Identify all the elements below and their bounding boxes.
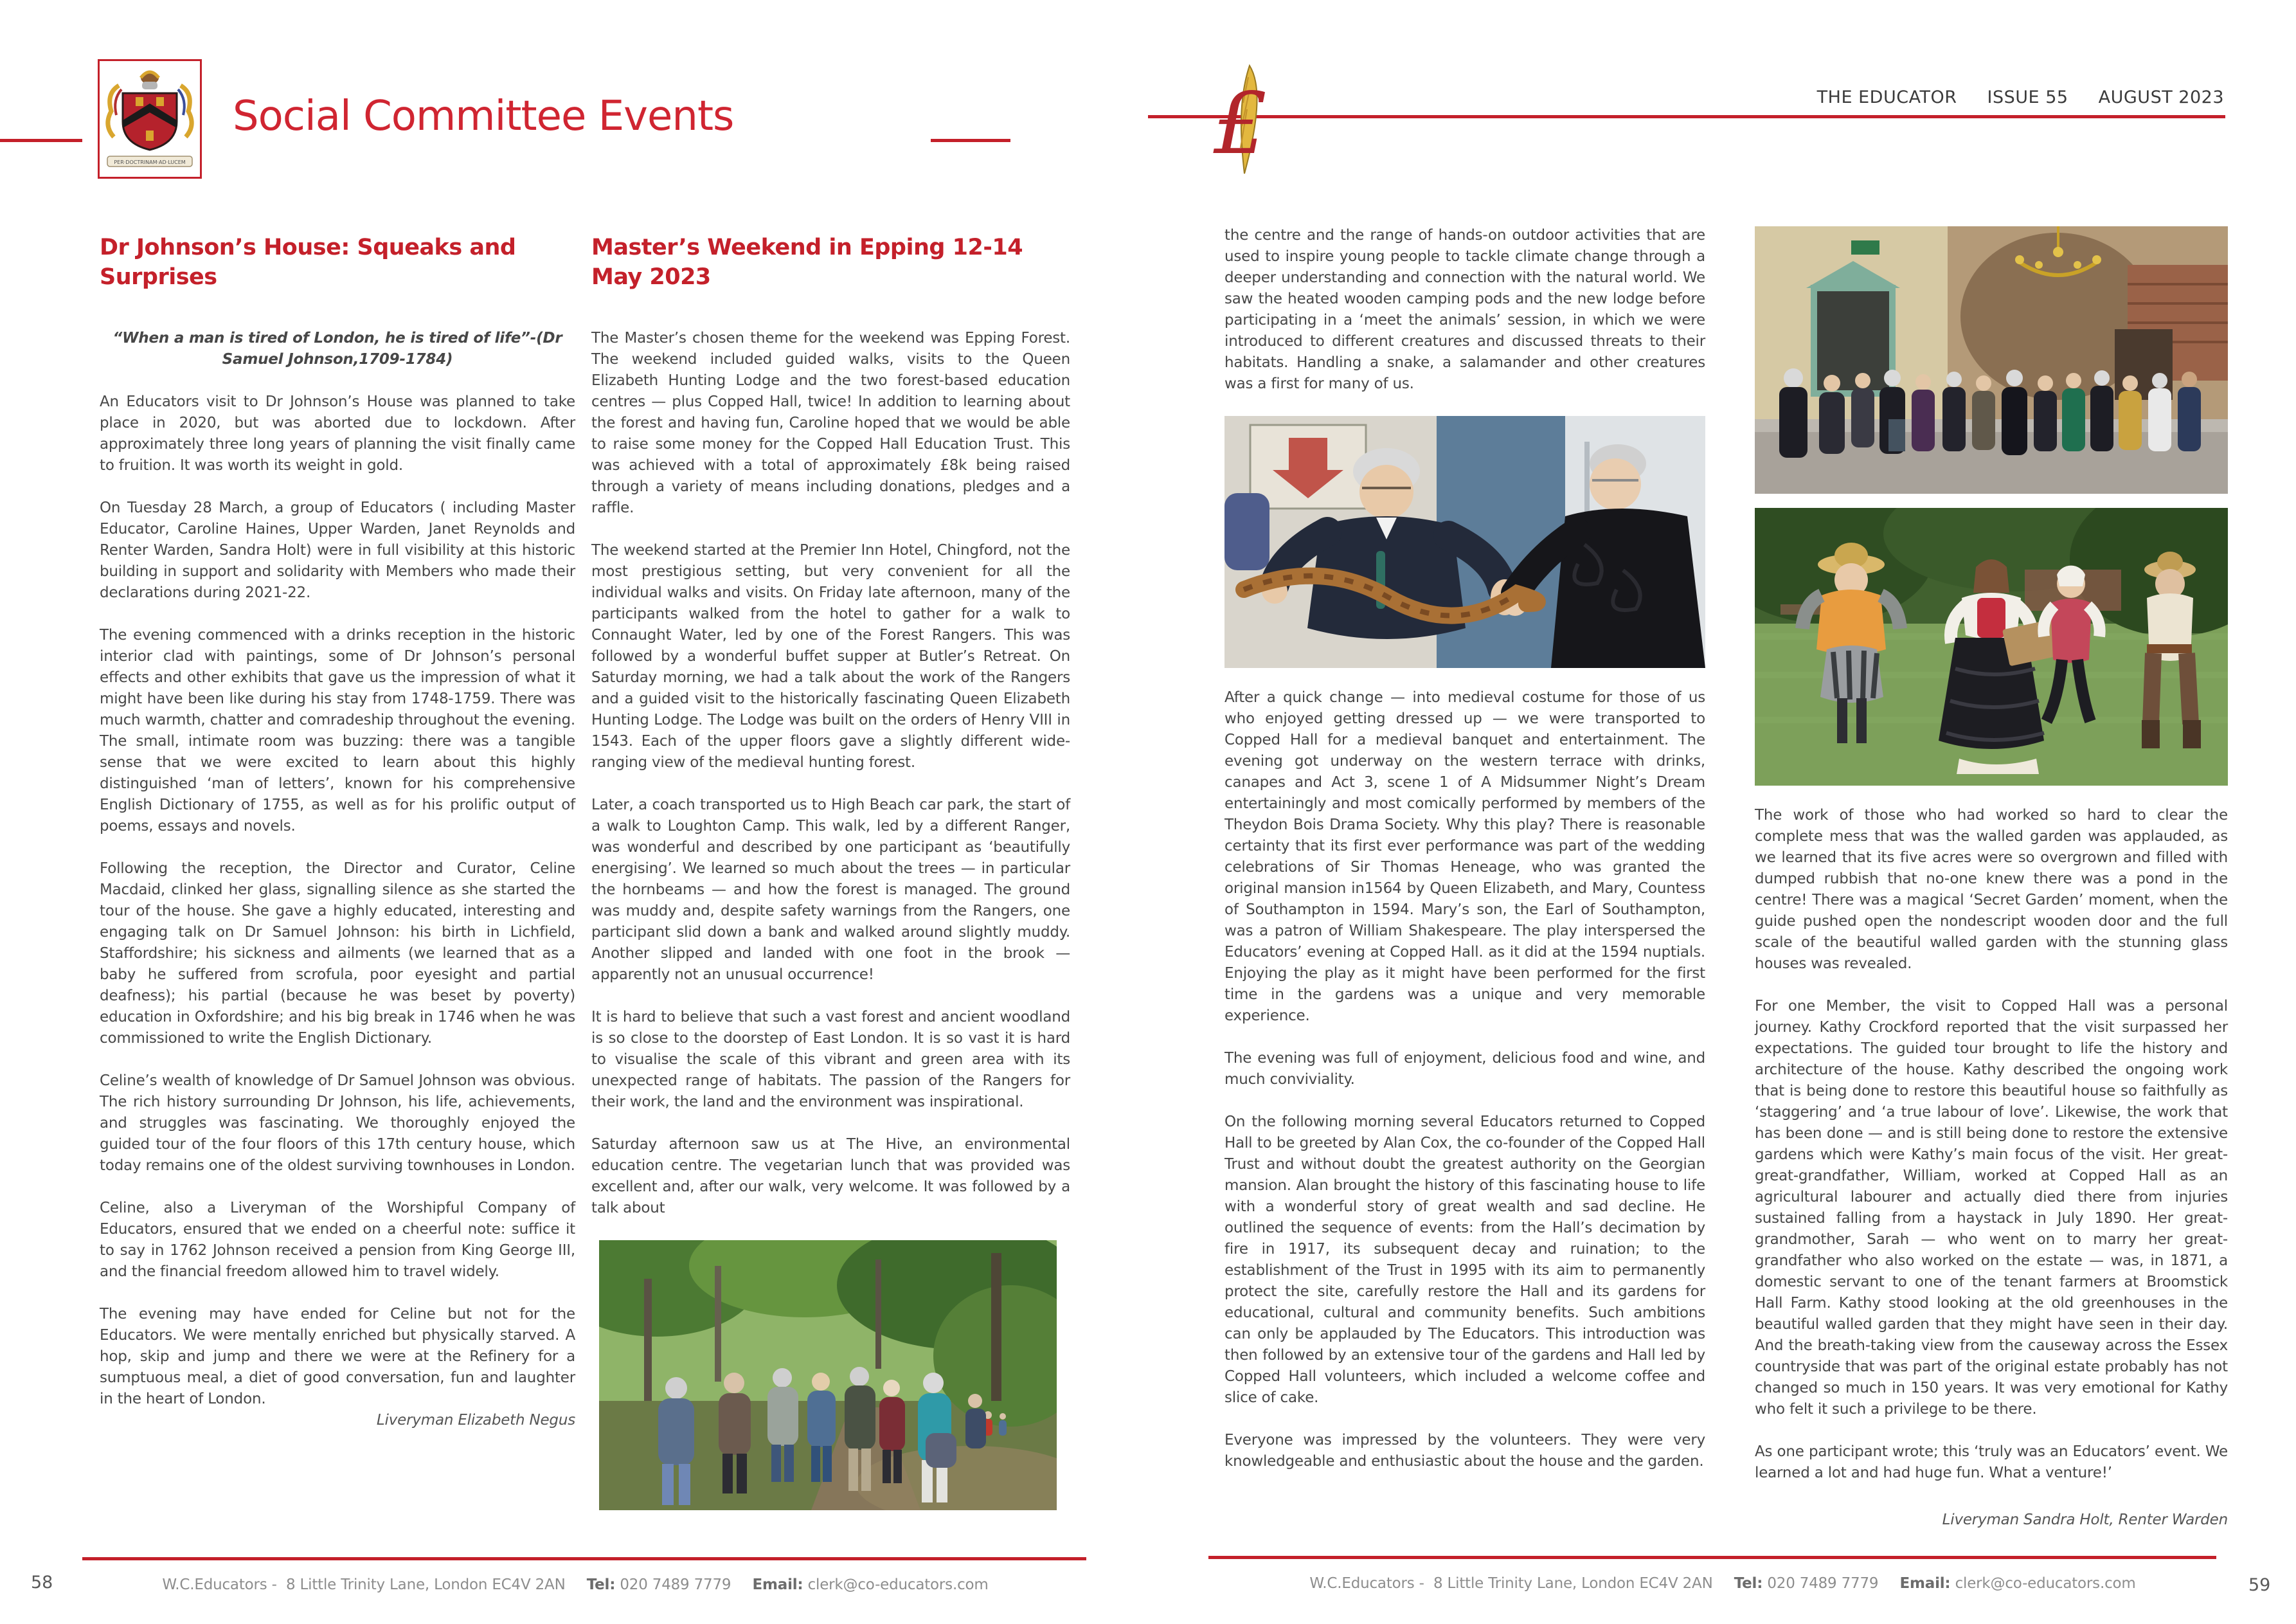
title-rule-left (0, 139, 82, 142)
article2-paragraph: After a quick change — into medieval costume for those of us who enjoyed getting dressed up — we were transported to Copped Hall for a medieval banquet and entertainment. The evening got underway on the western terrace with drinks, canapes and Act 3, scene 1 of A Midsummer Night’s Dream entertainingly and most comically performed by members of the Theydon Bois Drama Society. Why this play? There is reasonable certainty that its first ever performance was part of the wedding celebrations of Sir Thomas Heneage, who was granted the original mansion in1564 by Queen Elizabeth, and Mary, Countess of Southampton in 1594. Mary’s son, the Earl of Southampton, was a patron of William Shakespeare. The play interspersed the Educators’ evening at Copped Hall. as it did at the 1594 nuptials. Enjoying the play as it might have been performed for the first time in the gardens was a unique and very memorable experience. (1224, 689, 1705, 1024)
footer-email: clerk@co-educators.com (807, 1576, 989, 1593)
article2-paragraph: As one participant wrote; this ‘truly was an Educators’ event. We learned a lot and had huge fun. What a venture!’ (1755, 1443, 2228, 1481)
section-title: Social Committee Events (233, 93, 734, 140)
footer-address: 8 Little Trinity Lane, London EC4V 2AN (1433, 1575, 1713, 1592)
footer-org: W.C.Educators - (1309, 1575, 1424, 1592)
issue-number: ISSUE 55 (1987, 87, 2068, 107)
article1-paragraph: An Educators visit to Dr Johnson’s House was planned to take place in 2020, but was aborted due to lockdown. After approximately three long years of planning the visit finally came to fruition. It was worth its weight in gold. (100, 393, 575, 474)
footer-rule-left-page (82, 1557, 1086, 1560)
article1-paragraph: Celine, also a Liveryman of the Worshipful Company of Educators, ensured that we ended on a cheerful note: suffice it to say in 1762 Johnson received a pension from King George III, and the financial freedom allowed him to travel widely. (100, 1200, 575, 1280)
article2-title: Master’s Weekend in Epping 12-14 May 2023 (591, 235, 1023, 290)
article1-title: Dr Johnson’s House: Squeaks and Surprises (100, 235, 516, 290)
article2-paragraph: The evening was full of enjoyment, delicious food and wine, and much conviviality. (1224, 1050, 1705, 1088)
footer-tel-label: Tel: (1734, 1575, 1763, 1592)
article2-paragraph: On the following morning several Educators returned to Copped Hall to be greeted by Alan Cox, the co-founder of the Copped Hall Trust and without doubt the greatest authority on the Georgian mansion. Alan brought the history of this fascinating house to life with a wonderful story of great wealth and sad decline. He outlined the sequence of events: from the Hall’s decimation by fire in 1917, its subsequent decay and ruination; to the establishment of the Trust in 1995 with its aim to permanently protect the site, carefully restore the Hall and its gardens for educational, cultural and community benefits. Such ambitions can only be applauded by The Educators. This introduction was then followed by an extensive tour of the gardens and Hall led by Copped Hall volunteers, which included a welcome coffee and slice of cake. (1224, 1114, 1705, 1406)
educator-pound-quill-logo (1210, 64, 1284, 177)
article2-paragraph: Everyone was impressed by the volunteers. They were very knowledgeable and enthusiastic about the house and the garden. (1224, 1432, 1705, 1470)
article2-column-1 (591, 233, 1070, 1510)
masthead-rule-right-page (1148, 115, 2225, 118)
svg-text:£: £ (1214, 75, 1268, 174)
article1-paragraph: On Tuesday 28 March, a group of Educators ( including Master Educator, Caroline Haines, Upper Warden, Janet Reynolds and Renter Warden, Sandra Holt) were in full visibility at this historic building in support and solidarity with Members who made their declarations during 2021-22. (100, 500, 575, 601)
footer-email: clerk@co-educators.com (1955, 1575, 2136, 1592)
article2-column-3 (1755, 226, 2228, 1552)
article2-column-2 (1224, 225, 1705, 1493)
footer-tel-label: Tel: (586, 1576, 616, 1593)
crest-icon (100, 61, 200, 177)
article1-column (100, 233, 575, 1452)
issue-date: AUGUST 2023 (2098, 87, 2224, 107)
page-number-left: 58 (31, 1573, 53, 1592)
footer-tel: 020 7489 7779 (620, 1576, 731, 1593)
footer-right (1221, 1575, 2224, 1592)
article1-paragraph: Following the reception, the Director and Curator, Celine Macdaid, clinked her glass, signalling silence as she started the tour of the house. She gave a highly educated, interesting and engaging talk on Dr Samuel Johnson: his birth in Lichfield, Staffordshire; his sickness and ailments (we learned that as a baby he suffered from scrofula, poor eyesight and partial deafness); his partial (because he was beset by poverty) education in Oxfordshire; and his big break in 1746 when he was commissioned to write the English Dictionary. (100, 860, 575, 1047)
photo-medieval-banquet-hall (1755, 226, 2228, 494)
photo-forest-walk (599, 1240, 1057, 1510)
article2-paragraph: The work of those who had worked so hard to clear the complete mess that was the walled garden was applauded, as we learned that its five acres were so overgrown and filled with dumped rubbish that no-one knew there was a pond in the centre! There was a magical ‘Secret Garden’ moment, when the guide pushed open the nondescript wooden door and the full scale of the beautiful walled garden with the stunning glass houses was revealed. (1755, 807, 2228, 972)
page-number-right: 59 (2248, 1575, 2271, 1595)
footer-email-label: Email: (1899, 1575, 1951, 1592)
article1-byline: Liveryman Elizabeth Negus (376, 1412, 575, 1429)
educators-crest-logo (98, 59, 202, 179)
publication-name: THE EDUCATOR (1816, 87, 1957, 107)
article2-paragraph: Saturday afternoon saw us at The Hive, an environmental education centre. The vegetarian lunch that was provided was excellent and, after our walk, very welcome. It was followed by a talk about (591, 1136, 1070, 1216)
footer-rule-right-page (1208, 1556, 2216, 1559)
article2-paragraph: The weekend started at the Premier Inn Hotel, Chingford, not the most prestigious setting, but very convenient for all the individual walks and visits. On Friday late afternoon, many of the participants walked from the hotel to gather for a walk to Connaught Water, led by one of the Forest Rangers. This was followed by a wonderful buffet supper at Butler’s Retreat. On Saturday morning, we had a talk about the work of the Rangers and a guided visit to the historically fascinating Queen Elizabeth Hunting Lodge. The Lodge was built on the orders of Henry VIII in 1543. Each of the upper floors gave a slightly different wide-ranging view of the medieval hunting forest. (591, 542, 1070, 771)
footer-address: 8 Little Trinity Lane, London EC4V 2AN (286, 1576, 566, 1593)
footer-org: W.C.Educators - (162, 1576, 277, 1593)
footer-tel: 020 7489 7779 (1767, 1575, 1879, 1592)
running-header (1817, 87, 2224, 107)
title-rule-right (931, 139, 1010, 142)
article2-paragraph: Later, a coach transported us to High Beach car park, the start of a walk to Loughton Camp. This walk, led by a different Ranger, was wonderful and described by one participant as ‘beautifully energising’. We learned so much about the trees — in particular the hornbeams — and how the forest is managed. The ground was muddy and, despite safety warnings from the Rangers, one participant slid down a bank and walked around slightly muddy. Another slipped and landed with one foot in the brook — apparently not an unusual occurrence! (591, 797, 1070, 983)
article2-byline: Liveryman Sandra Holt, Renter Warden (1942, 1511, 2228, 1528)
article2-paragraph: For one Member, the visit to Copped Hall was a personal journey. Kathy Crockford reported that the visit surpassed her expectations. The guided tour brought to life the history and architecture of the house. Kathy described the ongoing work that is being done to restore this beautiful house so faithfully as ‘staggering’ and ‘a true labour of love’. Likewise, the work that has been done — and is still being done to restore the extensive gardens which were Kathy’s main focus of the visit. Her great-great-grandfather, William, worked at Copped Hall as an agricultural labourer and actually died there from injuries sustained falling from a haystack in July 1890. Her great-grandmother, Sarah — who went on to marry her great-grandfather who also worked on the estate — was, in 1871, a domestic servant to one of the tenant farmers at Broomstick Hall Farm. Kathy stood looking at the old greenhouses in the beautiful walled garden that they might have seen in their day. And the breath-taking view from the causeway across the Essex countryside that was part of the original estate probably has not changed so much in 150 years. It was very emotional for Kathy who felt it such a privilege to be there. (1755, 998, 2228, 1418)
article1-quote: “When a man is tired of London, he is tired of life”-(Dr Samuel Johnson,1709-1784) (112, 330, 562, 368)
footer-email-label: Email: (752, 1576, 803, 1593)
photo-drama-performance (1755, 508, 2228, 786)
article2-paragraph: It is hard to believe that such a vast forest and ancient woodland is so close to the doorstep of East London. It is so vast it is hard to visualise the scale of this vibrant and green area with its unexpected range of habitats. The passion of the Rangers for their work, the land and the environment was inspirational. (591, 1009, 1070, 1110)
article1-paragraph: The evening commenced with a drinks reception in the historic interior clad with paintings, some of Dr Johnson’s personal effects and other exhibits that gave us the impression of what it might have been like during his stay from 1748-1759. There was much warmth, chatter and comradeship throughout the evening. The small, intimate room was buzzing: there was a tangible sense that we were excited to learn about this highly distinguished ‘man of letters’, known for his comprehensive English Dictionary of 1755, as well as for his prolific output of poems, essays and novels. (100, 627, 575, 835)
article1-paragraph: Celine’s wealth of knowledge of Dr Samuel Johnson was obvious. The rich history surrounding Dr Johnson, his life, achievements, and struggles was fascinating. We thoroughly enjoyed the guided tour of the four floors of this 17th century house, which today remains one of the oldest surviving townhouses in London. (100, 1072, 575, 1174)
article2-paragraph: the centre and the range of hands-on outdoor activities that are used to inspire young people to tackle climate change through a deeper understanding and connection with the natural world. We saw the heated wooden camping pods and the new lodge before participating in a ‘meet the animals’ session, in which we were introduced to different creatures and discussed threats to their habitats. Handling a snake, a salamander and other creatures was a first for many of us. (1224, 227, 1705, 392)
pound-quill-icon (1210, 64, 1284, 177)
article1-paragraph: The evening may have ended for Celine but not for the Educators. We were mentally enriched but physically starved. A hop, skip and jump and there we were at the Refinery for a sumptuous meal, a diet of good conversation, fun and laughter in the heart of London. (100, 1306, 575, 1407)
photo-snake-handling (1224, 416, 1705, 668)
footer-left (100, 1576, 1051, 1593)
article2-paragraph: The Master’s chosen theme for the weekend was Epping Forest. The weekend included guided walks, visits to the Queen Elizabeth Hunting Lodge and the two forest-based education centres — plus Copped Hall, twice! In addition to learning about the forest and having fun, Caroline hoped that we would be able to raise some money for the Copped Hall Education Trust. This was achieved with a total of approximately £8k being raised through a variety of means including donations, pledges and a raffle. (591, 330, 1070, 516)
crest-motto-text: PER·DOCTRINAM·AD·LUCEM (114, 159, 186, 165)
